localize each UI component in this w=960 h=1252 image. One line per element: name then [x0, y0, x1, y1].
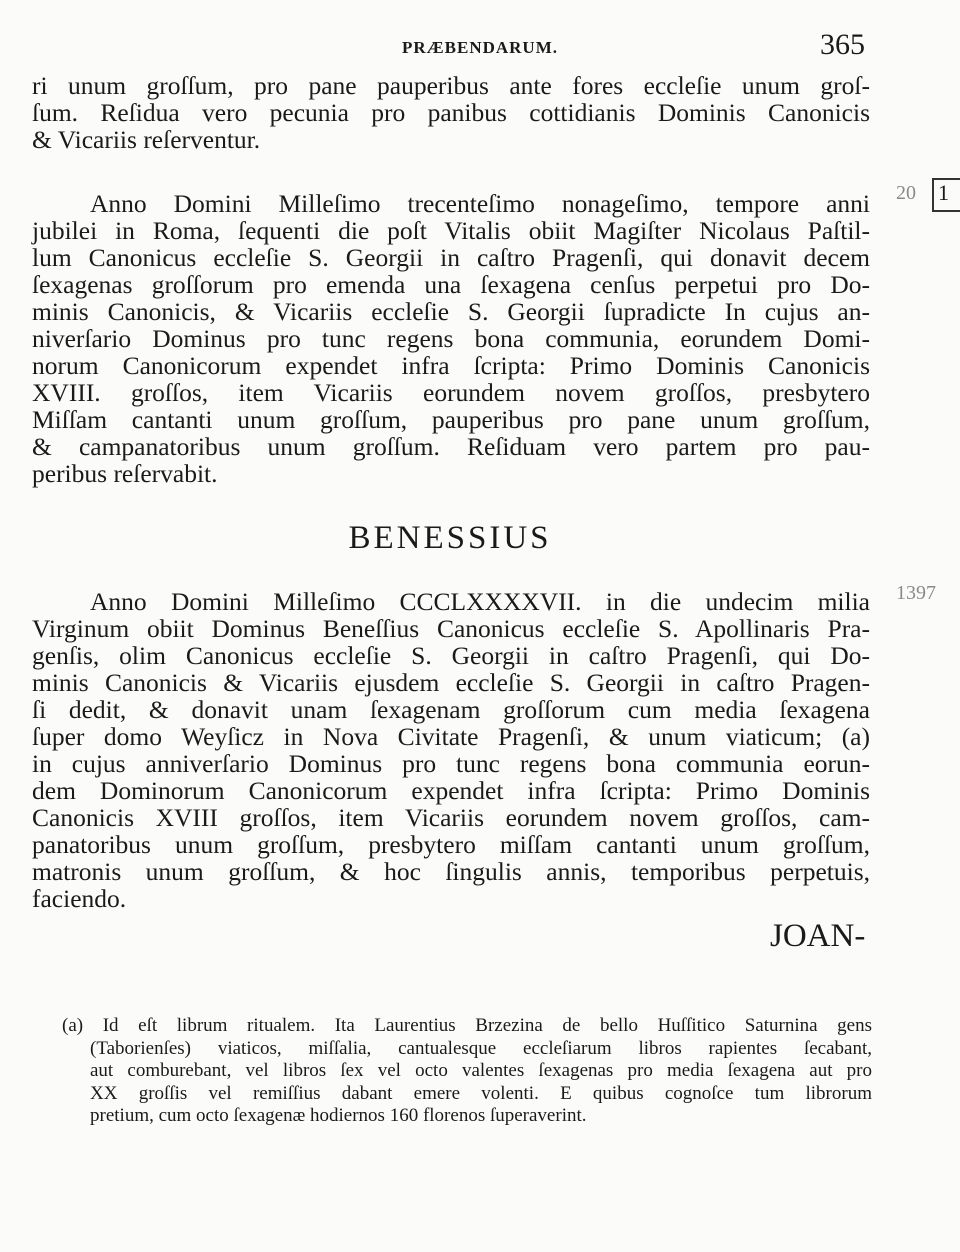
- footnote-line: aut comburebant, vel libros ſex vel octo valentes ſexagenas pro media ſexagena aut pro: [90, 1060, 872, 1081]
- text-line: Anno Domini Milleſimo trecenteſimo nonageſimo, tempore anni: [90, 189, 870, 218]
- text-line: Virginum obiit Dominus Beneſſius Canonicus eccleſie S. Apollinaris Pra-: [32, 614, 870, 643]
- paragraph-1: [32, 72, 870, 153]
- text-line: minis Canonicis & Vicariis ejusdem eccleſie S. Georgii in caſtro Pragen-: [32, 668, 870, 697]
- running-head: PRÆBENDARUM.: [401, 38, 559, 57]
- footnote-line: XX groſſis vel remiſſius dabant emere volenti. E quibus cognoſce tum librorum: [90, 1082, 872, 1104]
- text-line: & campanatoribus unum groſſum. Reſiduam vero partem pro pau-: [32, 432, 870, 461]
- page-number: 365: [820, 28, 865, 61]
- text-line: genſis, olim Canonicus eccleſie S. Georgii in caſtro Pragenſi, qui Do-: [32, 641, 870, 670]
- text-line: & Vicariis reſerventur.: [32, 125, 261, 154]
- text-line: Anno Domini Milleſimo CCCLXXXXVII. in die undecim milia: [90, 587, 870, 616]
- text-line: XVIII. groſſos, item Vicariis eorundem novem groſſos, presbytero: [32, 378, 870, 407]
- text-line: jubilei in Roma, ſequenti die poſt Vitalis obiit Magiſter Nicolaus Paſtil-: [32, 216, 870, 245]
- margin-note-year: 1397: [896, 582, 936, 604]
- text-line: faciendo.: [32, 884, 127, 913]
- text-line: minis Canonicis, & Vicariis eccleſie S. Georgii ſupradicte In cujus an-: [32, 297, 870, 326]
- paragraph-3: [32, 588, 870, 912]
- text-line: niverſario Dominus pro tunc regens bona communia, eorundem Domi-: [32, 324, 870, 353]
- text-line: ſi dedit, & donavit unam ſexagenam groſſorum cum media ſexagena: [32, 695, 870, 724]
- text-line: norum Canonicorum expendet infra ſcripta: Primo Dominis Canonicis: [32, 351, 870, 380]
- paragraph-2: [32, 190, 870, 487]
- margin-bracket: 1: [932, 178, 960, 212]
- footnote-line: pretium, cum octo ſexagenæ hodiernos 160 florenos ſuperaverint.: [90, 1105, 587, 1126]
- text-line: panatoribus unum groſſum, presbytero miſſam cantanti unum groſſum,: [32, 830, 870, 859]
- text-line: lum Canonicus eccleſie S. Georgii in caſtro Pragenſi, qui donavit decem: [32, 243, 870, 272]
- text-line: matronis unum groſſum, & hoc ſingulis annis, temporibus perpetuis,: [32, 857, 870, 886]
- text-line: Miſſam cantanti unum groſſum, pauperibus pro pane unum groſſum,: [32, 405, 870, 434]
- text-line: ſexagenas groſſorum pro emenda una ſexagena cenſus perpetui pro Do-: [32, 270, 870, 299]
- text-line: peribus reſervabit.: [32, 459, 218, 488]
- text-line: ri unum groſſum, pro pane pauperibus ante fores eccleſie unum groſ-: [32, 71, 870, 100]
- text-line: ſuper domo Weyſicz in Nova Civitate Pragenſi, & unum viaticum; (a): [32, 722, 870, 751]
- footnote: [62, 1015, 872, 1128]
- margin-note-year: 20: [896, 182, 916, 204]
- text-line: Canonicis XVIII groſſos, item Vicariis eorundem novem groſſos, cam-: [32, 803, 870, 832]
- footnote-line: (Taborienſes) viaticos, miſſalia, cantualesque eccleſiarum libros rapientes ſecabant,: [90, 1037, 872, 1059]
- footnote-line: (a) Id eſt librum ritualem. Ita Laurentius Brzezina de bello Huſſitico Saturnina gens: [62, 1015, 872, 1036]
- text-line: dem Dominorum Canonicorum expendet infra ſcripta: Primo Dominis: [32, 776, 870, 805]
- text-line: ſum. Reſidua vero pecunia pro panibus cottidianis Dominis Canonicis: [32, 98, 870, 127]
- text-line: in cujus anniverſario Dominus pro tunc regens bona communia eorun-: [32, 749, 870, 778]
- catchword: JOAN-: [770, 918, 866, 954]
- section-heading: BENESSIUS: [348, 520, 552, 556]
